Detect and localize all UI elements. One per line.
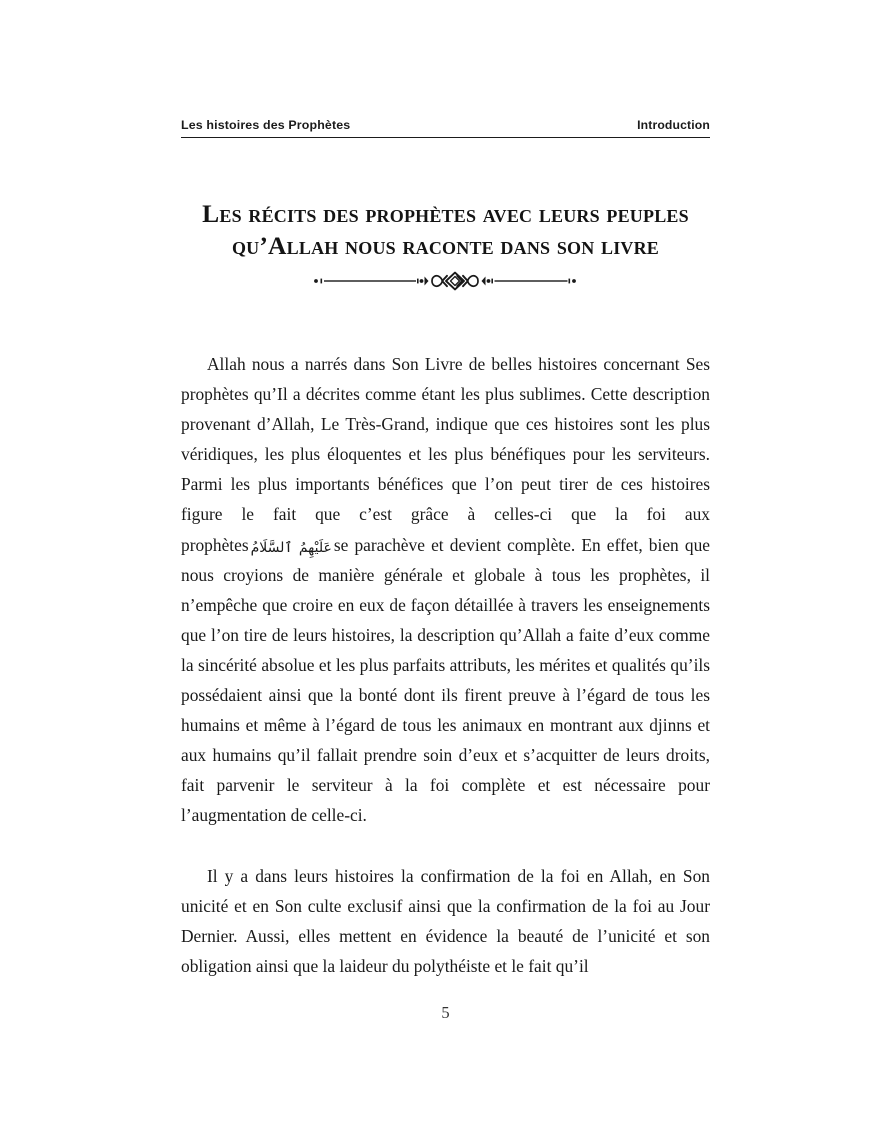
page-number: 5 <box>441 1003 450 1022</box>
paragraph-1-text-before-honorific: Allah nous a narrés dans Son Livre de belles histoires concernant Ses prophètes qu’Il a décrites comme étant les plus sublimes. Cette description provenant d’Allah, Le Très-Grand, indique que ces histoires sont les plus véridiques, les plus éloquentes et les plus bénéfiques pour les serviteurs. Parmi les plus importants bénéfices que l’on peut tirer de ces histoires figure le fait que c’est grâce à celles-ci que la foi aux prophètes <box>181 354 710 555</box>
running-header <box>181 118 710 132</box>
running-header-book-title: Les histoires des Prophètes <box>181 118 351 132</box>
paragraph-2: Il y a dans leurs histoires la confirmation de la foi en Allah, en Son unicité et en Son culte exclusif ainsi que la confirmation de la foi au Jour Dernier. Aussi, elles mettent en évidence la beauté de l’unicité et son obligation ainsi que la laideur du polythéiste et le fait qu’il <box>181 865 710 976</box>
page-title-line-1: Les récits des prophètes avec leurs peuples <box>202 199 689 229</box>
page-title-line-2: qu’Allah nous raconte dans son livre <box>231 231 660 261</box>
paragraph-1 <box>181 349 710 831</box>
page-title <box>179 198 712 261</box>
paragraph-1-text-after-honorific: se parachève et devient complète. En effet, bien que nous croyions de manière générale et globale à tous les prophètes, il n’empêche que croire en eux de façon détaillée à travers les enseignements que l’on tire de leurs histoires, la description qu’Allah a faite d’eux comme la sincérité absolue et les plus parfaits attributs, les mérites et qualités qu’ils possédaient ainsi que la bonté dont ils firent preuve à l’égard de tous les humains et même à l’égard de tous les animaux en montrant aux djinns et aux humains qu’il fallait prendre soin d’eux et s’acquitter de leurs droits, fait parvenir le serviteur à la foi complète et est nécessaire pour l’augmentation de celle-ci. <box>181 534 710 826</box>
decorative-divider-icon <box>181 268 710 294</box>
running-header-section-title: Introduction <box>637 118 710 132</box>
arabic-honorific-alayhimus-salam: عَلَيْهِمُ ٱلسَّلَامُ <box>250 539 332 556</box>
page-content <box>181 0 710 1131</box>
body-text <box>181 349 710 981</box>
header-rule <box>181 137 710 138</box>
